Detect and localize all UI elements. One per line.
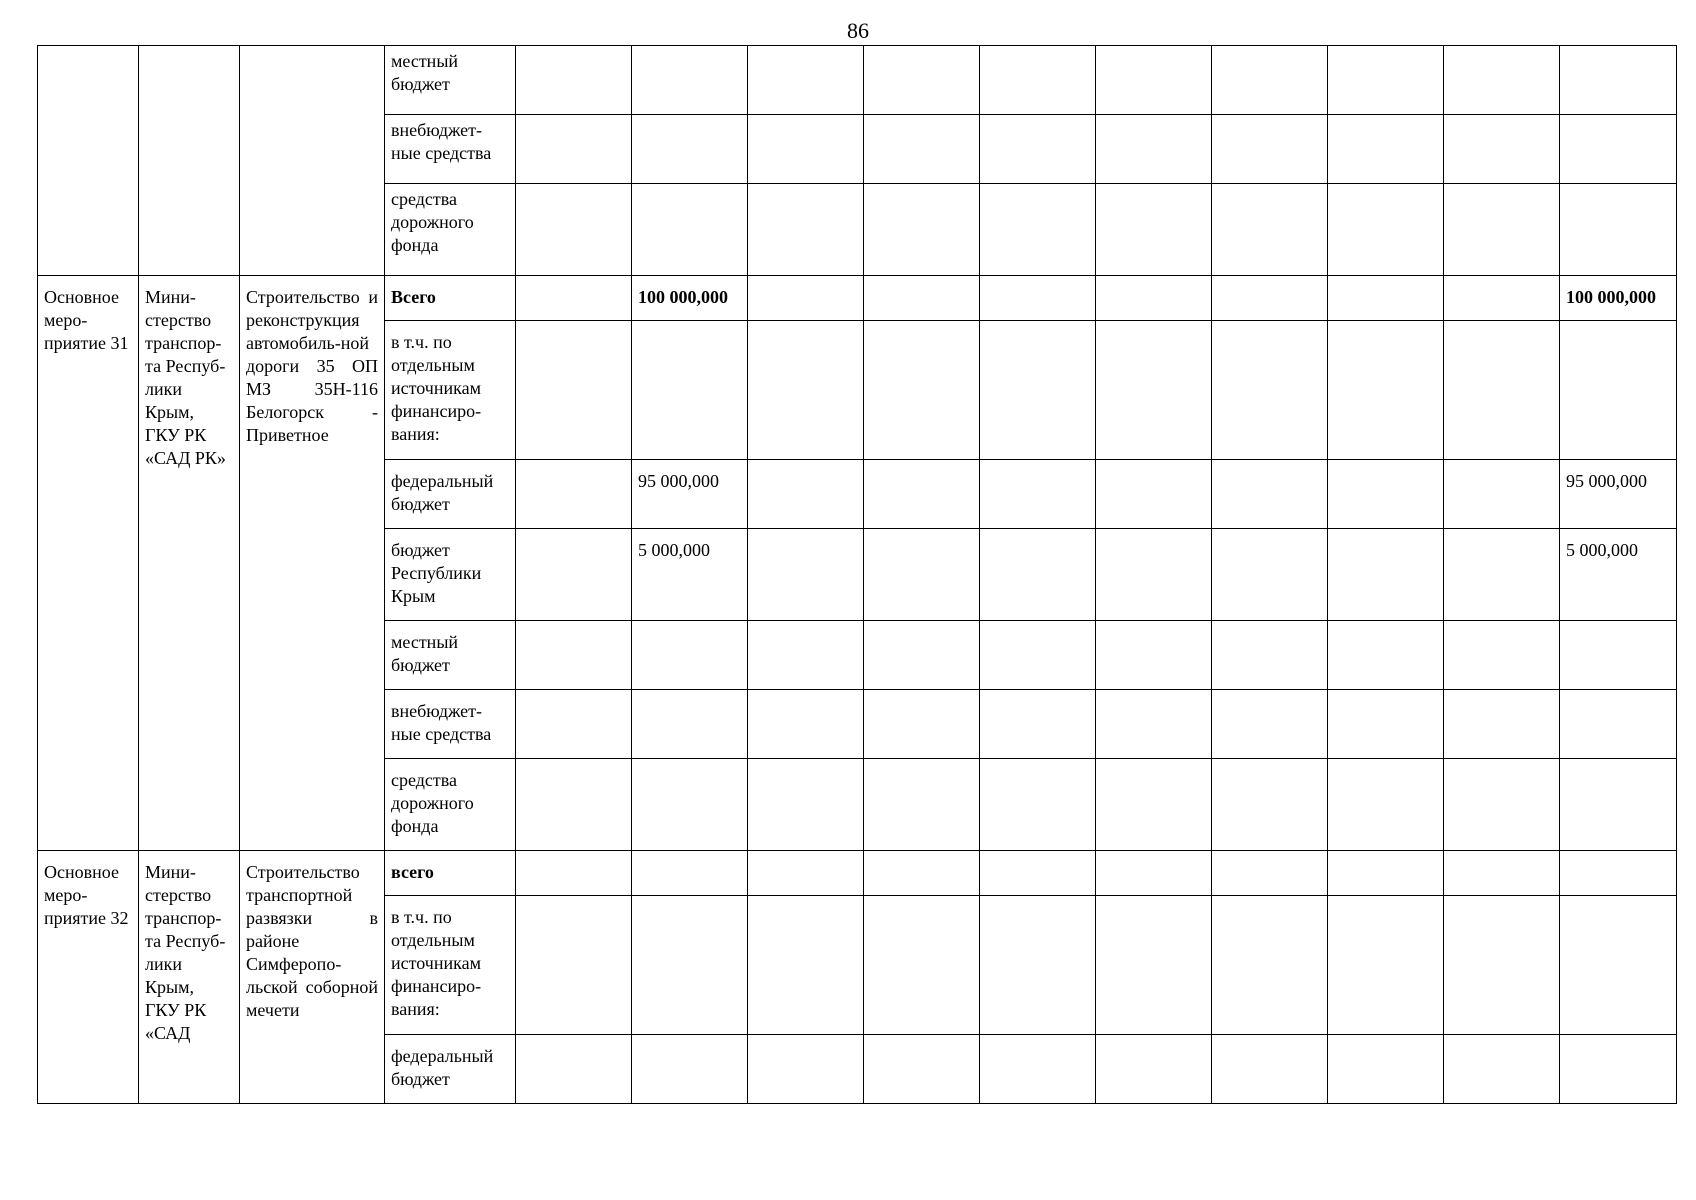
source-text: бюджет Республики Крым: [391, 540, 482, 606]
source-cell: [385, 896, 516, 1035]
total-value: 5 000,000: [1566, 540, 1638, 560]
measure-executor-cell: [139, 851, 240, 1104]
measure-description-cell: [240, 851, 385, 1104]
source-cell: [385, 46, 516, 115]
source-text: федеральный бюджет: [391, 471, 494, 514]
source-text: в т.ч. по отдельным источникам финансиро-вания:: [391, 907, 482, 1019]
amount-cell: [632, 276, 748, 321]
source-cell: [385, 690, 516, 759]
description-cell-empty: [240, 46, 385, 276]
measure-label-cell: [38, 851, 139, 1104]
measure-label-cell: [38, 276, 139, 851]
source-text: средства дорожного фонда: [391, 770, 474, 836]
measure-description: Строительство транспортной развязки в районе Симферопо-льской соборной мечети: [246, 862, 378, 1020]
measure-executor: Мини-стерство транспор-та Респуб-лики Крым, ГКУ РК «САД: [145, 862, 226, 1043]
total-value: 100 000,000: [1566, 287, 1656, 307]
source-cell: [385, 1035, 516, 1104]
budget-table: [37, 45, 1677, 1104]
source-cell: [385, 184, 516, 276]
amount-cell: [632, 460, 748, 529]
executor-cell-empty: [139, 46, 240, 276]
measure-description: Строительство и реконструкция автомобиль-ной дороги 35 ОП МЗ 35Н-116 Белогорск - Приветное: [246, 287, 378, 445]
source-text: федеральный бюджет: [391, 1046, 494, 1089]
source-text: местный бюджет: [391, 632, 459, 675]
table-row: [38, 851, 1677, 896]
source-text: в т.ч. по отдельным источникам финансиро-вания:: [391, 332, 482, 444]
source-text: местный бюджет: [391, 51, 459, 94]
total-cell: [1560, 529, 1677, 621]
source-cell: [385, 321, 516, 460]
amount-value: 95 000,000: [638, 471, 719, 491]
source-text: всего: [391, 862, 434, 882]
amount-value: 100 000,000: [638, 287, 728, 307]
source-cell: [385, 759, 516, 851]
source-cell: [385, 460, 516, 529]
source-text: Всего: [391, 287, 436, 307]
label-cell-empty: [38, 46, 139, 276]
source-cell: [385, 276, 516, 321]
measure-description-cell: [240, 276, 385, 851]
total-cell: [1560, 276, 1677, 321]
amount-value: 5 000,000: [638, 540, 710, 560]
total-value: 95 000,000: [1566, 471, 1647, 491]
table-row: [38, 276, 1677, 321]
measure-executor-cell: [139, 276, 240, 851]
source-text: внебюджет-ные средства: [391, 120, 492, 163]
source-cell: [385, 621, 516, 690]
measure-label: Основное меро-приятие 31: [44, 287, 129, 353]
source-cell: [385, 851, 516, 896]
measure-label: Основное меро-приятие 32: [44, 862, 129, 928]
source-text: внебюджет-ные средства: [391, 701, 492, 744]
source-cell: [385, 529, 516, 621]
source-text: средства дорожного фонда: [391, 189, 474, 255]
measure-executor: Мини-стерство транспор-та Респуб-лики Крым, ГКУ РК «САД РК»: [145, 287, 226, 468]
total-cell: [1560, 460, 1677, 529]
table-row: [38, 46, 1677, 115]
page-number: 86: [847, 18, 869, 43]
amount-cell: [632, 529, 748, 621]
source-cell: [385, 115, 516, 184]
